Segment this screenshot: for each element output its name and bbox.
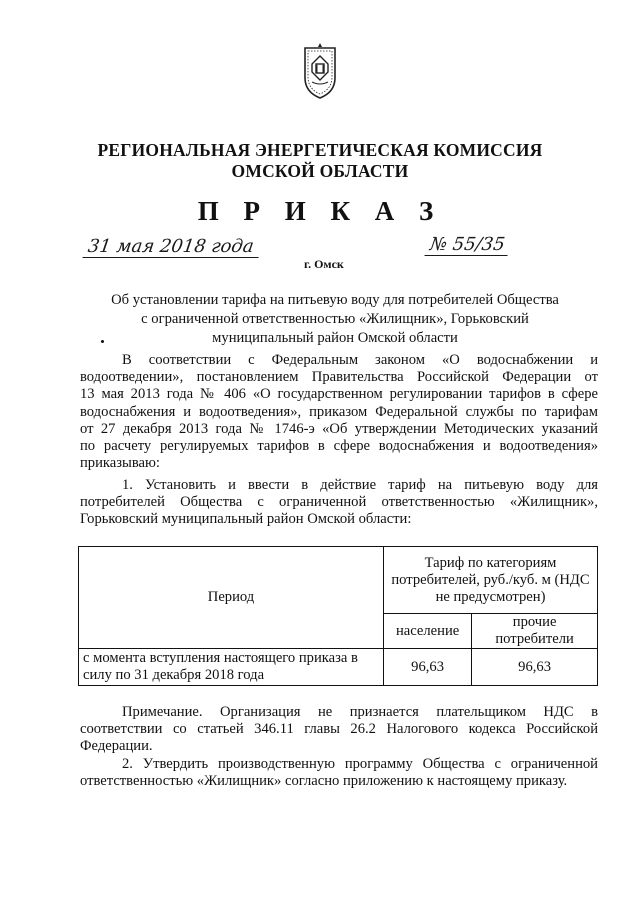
value-population: 96,63 bbox=[384, 649, 472, 686]
header-period: Период bbox=[79, 547, 384, 649]
text-line: Федерации. bbox=[80, 738, 153, 755]
value-other-consumers: 96,63 bbox=[472, 649, 598, 686]
subject-line: с ограниченной ответственностью «Жилищник», Горьковский bbox=[141, 311, 529, 327]
document-type-title: П Р И К А З bbox=[197, 196, 443, 226]
order-subject bbox=[80, 291, 590, 348]
item2-paragraph bbox=[80, 756, 598, 790]
preamble-paragraph bbox=[80, 352, 598, 472]
text-line: приказываю: bbox=[80, 455, 160, 472]
subject-line: муниципальный район Омской области bbox=[212, 330, 458, 346]
row-period: с момента вступления настоящего приказа в силу по 31 декабря 2018 года bbox=[79, 649, 384, 686]
text-line: потребителей Общества с ограниченной ответственностью «Жилищник», bbox=[80, 494, 598, 511]
org-name-line1: РЕГИОНАЛЬНАЯ ЭНЕРГЕТИЧЕСКАЯ КОМИССИЯ bbox=[97, 140, 543, 160]
text-line: водоотведении», постановлением Правительства Российской Федерации от bbox=[80, 369, 598, 386]
text-line: Примечание. Организация не признается плательщиком НДС в bbox=[122, 704, 598, 720]
org-name-line2: ОМСКОЙ ОБЛАСТИ bbox=[231, 161, 409, 181]
item1-paragraph bbox=[80, 477, 598, 529]
subject-line: Об установлении тарифа на питьевую воду для потребителей Общества bbox=[111, 292, 559, 308]
text-line: Горьковский муниципальный район Омской области: bbox=[80, 511, 412, 528]
text-line: 1. Установить и ввести в действие тариф на питьевую воду для bbox=[122, 477, 598, 493]
text-line: В соответствии с Федеральным законом «О водоснабжении и bbox=[122, 352, 598, 368]
text-line: от 27 декабря 2013 года № 1746-э «Об утверждении Методических указаний bbox=[80, 420, 598, 437]
header-tariff: Тариф по категориям потребителей, руб./куб. м (НДС не предусмотрен) bbox=[384, 547, 598, 614]
handwritten-date: 31 мая 2018 года bbox=[82, 236, 261, 258]
text-line: соответствии со статьей 346.11 главы 26.2 Налогового кодекса Российской bbox=[80, 721, 598, 738]
text-line: водоснабжения и водоотведения», приказом Федеральной службы по тарифам bbox=[80, 403, 598, 420]
margin-mark bbox=[101, 340, 104, 343]
header-population: население bbox=[384, 614, 472, 649]
text-line: ответственностью «Жилищник» согласно приложению к настоящему приказу. bbox=[80, 773, 568, 790]
tariff-table bbox=[78, 546, 598, 686]
note-paragraph bbox=[80, 704, 598, 756]
header-other-consumers: прочие потребители bbox=[472, 614, 598, 649]
text-line: 13 мая 2013 года № 406 «О государственном регулировании тарифов в сфере bbox=[80, 386, 598, 403]
text-line: по расчету регулируемых тарифов в сфере водоснабжения и водоотведения» bbox=[80, 438, 598, 455]
handwritten-order-number: № 55/35 bbox=[424, 234, 510, 256]
omsk-region-coat-of-arms-icon bbox=[301, 42, 339, 100]
text-line: 2. Утвердить производственную программу Общества с ограниченной bbox=[122, 756, 598, 772]
city-label: г. Омск bbox=[304, 257, 344, 271]
